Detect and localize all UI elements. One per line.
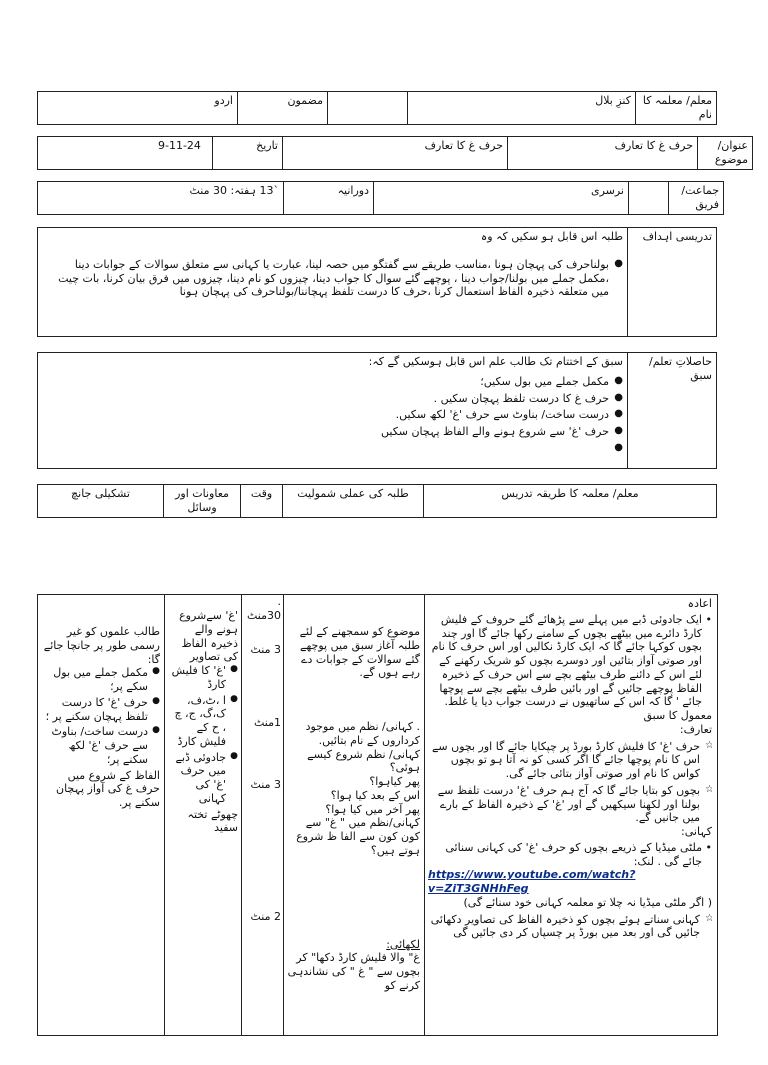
outcomes-list: [42, 375, 623, 452]
method-note: ( اگر ملٹی میڈیا نہ چلا تو معلمہ کہانی خود سنائے گی): [463, 895, 712, 909]
class-label: جماعت/ فریق: [669, 182, 724, 215]
resource-item: ● جادوئی ڈبے میں حرف 'غ' کی کہانی: [168, 751, 238, 806]
method-subheading: کہانی:: [681, 825, 712, 838]
participation-text: پھر کیاہوا؟: [369, 775, 420, 788]
time-value: 3 منٹ: [250, 778, 281, 791]
participation-text: کہانی/ نظم شروع کیسے ہوئی؟: [307, 747, 420, 775]
assessment-item: الفاظ کے شروع میں حرف غ کی آواز پہچان سکنے پر.: [55, 768, 160, 809]
topic-label: عنوان/ موضوع: [698, 137, 753, 170]
assessment-column: [42, 595, 160, 1065]
teacher-label: معلم/ معلمہ کا نام: [636, 92, 717, 125]
time-value: 3 منٹ: [250, 642, 281, 656]
outcomes-item-empty: [42, 442, 623, 452]
header-time: وقت: [241, 485, 283, 518]
resource-item: ● ا ،ٹ،ف، ک،گ، ج، چ ، ح کے فلیش کارڈ: [168, 694, 238, 749]
outcomes-item: ● حرف 'غ' سے شروع ہونے والے الفاظ پہچان سکیں: [42, 425, 623, 439]
method-step: ☆ بچوں کو بتایا جائے گا کہ آج ہم حرف 'غ' درست تلفظ سے بولنا اور لکھنا سیکھیں گے اور 'غ' کے ذخیرہ الفاظ کے بارے میں جانیں گے.: [428, 784, 712, 825]
class-value: نرسری: [374, 182, 629, 215]
spacer-cell: [629, 182, 669, 215]
resource-item: چھوٹے تختہ سفید: [187, 807, 238, 835]
participation-column: [287, 595, 420, 1065]
plan-header-row: [37, 484, 717, 518]
subject-value: اردو: [38, 92, 238, 125]
duration-value: `13 ہفتہ: 30 منٹ: [38, 182, 284, 215]
date-label: تاریخ: [213, 137, 283, 170]
time-value: 1منٹ: [253, 716, 281, 730]
duration-label: دورانیہ: [284, 182, 374, 215]
resources-column: [168, 595, 238, 1049]
lesson-plan-body: [37, 594, 718, 1036]
method-subheading: معمول کا سبق: [643, 709, 712, 722]
outcomes-row: [37, 352, 717, 469]
teacher-value: کنزِ بلال: [408, 92, 636, 125]
assessment-intro: طالب علموں کو غیر رسمی طور پر جانچا جائے گا:: [43, 625, 160, 666]
outcomes-item: ● مکمل جملے میں بول سکیں؛: [42, 375, 623, 389]
header-method: معلم/ معلمہ کا طریقہ تدریس: [424, 485, 717, 518]
participation-text: پھر آخر میں کیا ہوا؟: [325, 802, 420, 816]
resource-item: ● 'غ' کا فلیش کارڈ: [168, 664, 238, 692]
method-column: [428, 595, 712, 1037]
resource-item: 'غ' سےشروع ہونے والے ذخیرہ الفاظ کی تصاویر: [179, 609, 238, 664]
participation-heading: لکھائی:: [386, 937, 420, 951]
method-heading: اعادہ: [687, 597, 712, 610]
method-step: ☆ کہانی سناتے ہوئے بچوں کو ذخیرہ الفاظ کی تصاویر دکھائی جائیں گی اور بعد میں بورڈ پر چسپاں کر دی جائیں گی: [428, 913, 712, 941]
method-step: ☆ حرف 'غ' کا فلیش کارڈ بورڈ پر چپکایا جائے گا اور بچوں سے اس کا نام پوچھا جائے گا اگر کسی کو نہ آتا ہو تو بچوں کواس کا نام اور صوتی آواز بتائی جائے گی.: [428, 740, 712, 781]
objectives-label: تدریسی اہداف: [628, 228, 717, 337]
objectives-list: [42, 258, 623, 299]
participation-text: موضوع کو سمجھنے کے لئے طلبہ آغاز سبق میں پوچھے گئے سوالات کے جوابات دے رہے ہوں گے.: [299, 625, 420, 680]
participation-text: . کہانی/ نظم میں موجود کرداروں کے نام بتائیں.: [305, 720, 420, 747]
topic-value-2: حرف غ کا تعارف: [283, 137, 508, 170]
assessment-item: ● حرف 'غ' کا درست تلفظ پہچان سکنے پر ؛: [42, 696, 160, 724]
teacher-row: [37, 91, 717, 125]
outcomes-item: ● درست ساخت/ بناوٹ سے حرف 'غ' لکھ سکیں.: [42, 408, 623, 422]
objectives-item: ● بولناحرف کی پہچان ہونا ،مناسب طریقے سے گفتگو میں حصہ لینا، عبارت یا کہانی سے متعلق سوالات کے جوابات دینا ،مکمل جملے میں بولنا/جواب دینا ، پوچھے گئے سوال کا جواب دینا، چیزوں کو نام دینا، چیزوں میں فرق بیان کرنا، بات چیت میں متعلقہ ذخیرہ الفاظ استعمال کرنا ،حرف کا درست تلفظ پہچاننا/بولناحرف کی پہچان ہونا: [42, 258, 623, 299]
time-value: 30منٹ: [246, 608, 281, 622]
class-row: [37, 181, 724, 215]
time-column: [245, 595, 281, 1035]
objectives-content: [38, 228, 628, 337]
date-value: 9-11-24: [38, 137, 213, 170]
topic-row: [37, 136, 753, 170]
method-paragraph: • ایک جادوئی ڈبے میں پہلے سے پڑھائے گئے حروف کے فلیش کارڈ دائرے میں بیٹھے بچوں کے سامنے رکھا جائے گا اور چند بچوں کوکہا جائے گا کہ ایک کارڈ نکالیں اور اس حرف کا نام اور صوتی آواز بتائیں اور دوسرے بچوں کو شریک رکھنے کے لئے اس کے دائنے طرف بیٹھے بچے سے اس حرف کے ذخیرہ الفاظ پوچھے جائیں گے اور بائیں طرف بیٹھے بچے سے پوچھا جائے ' گا کہ اس کے ساتھیوں نے درست جواب دیا یا غلط.: [428, 613, 712, 709]
header-resources: معاونات اور وسائل: [164, 485, 241, 518]
outcomes-item: ● حرف غ کا درست تلفظ پہچان سکیں .: [42, 392, 623, 406]
subject-label: مضمون: [238, 92, 328, 125]
participation-text: اس کے بعد کیا ہوا؟: [330, 788, 420, 802]
objectives-intro: طلبہ اس قابل ہو سکیں کہ وہ: [480, 230, 623, 243]
time-value: 2 منٹ: [250, 909, 281, 923]
time-dot: .: [277, 595, 281, 608]
topic-value: حرف غ کا تعارف: [508, 137, 698, 170]
assessment-item: ● مکمل جملے میں بول سکے پر؛: [42, 666, 160, 694]
story-video-link[interactable]: https://www.youtube.com/watch?v=ZiT3GNHhFeg: [428, 868, 636, 895]
outcomes-intro: سبق کے اختتام تک طالب علم اس قابل ہوسکیں گے کہ:: [368, 355, 623, 368]
spacer-cell: [328, 92, 408, 125]
header-participation: طلبہ کی عملی شمولیت: [283, 485, 424, 518]
objectives-row: [37, 227, 717, 337]
participation-text: کہانی/نظم میں " غ" سے کون کون سے الفا ظ شروع ہوتے ہیں؟: [296, 816, 420, 857]
assessment-item: ● درست ساخت/ بناوٹ سے حرف 'غ' لکھ سکنے پر؛: [42, 725, 160, 766]
outcomes-label: حاصلاتِ تعلم/ سبق: [628, 353, 717, 469]
method-paragraph: • ملٹی میڈیا کے ذریعے بچوں کو حرف 'غ' کی کہانی سنائی جائے گی . لنک:: [428, 841, 712, 869]
participation-text: غ" والا فلیش کارڈ دکھا" کر بچوں سے " غ " کی نشاندہی کرنے کو: [287, 951, 420, 992]
method-subheading: تعارف:: [679, 722, 712, 736]
header-assessment: تشکیلی جانچ: [38, 485, 164, 518]
outcomes-content: [38, 353, 628, 469]
